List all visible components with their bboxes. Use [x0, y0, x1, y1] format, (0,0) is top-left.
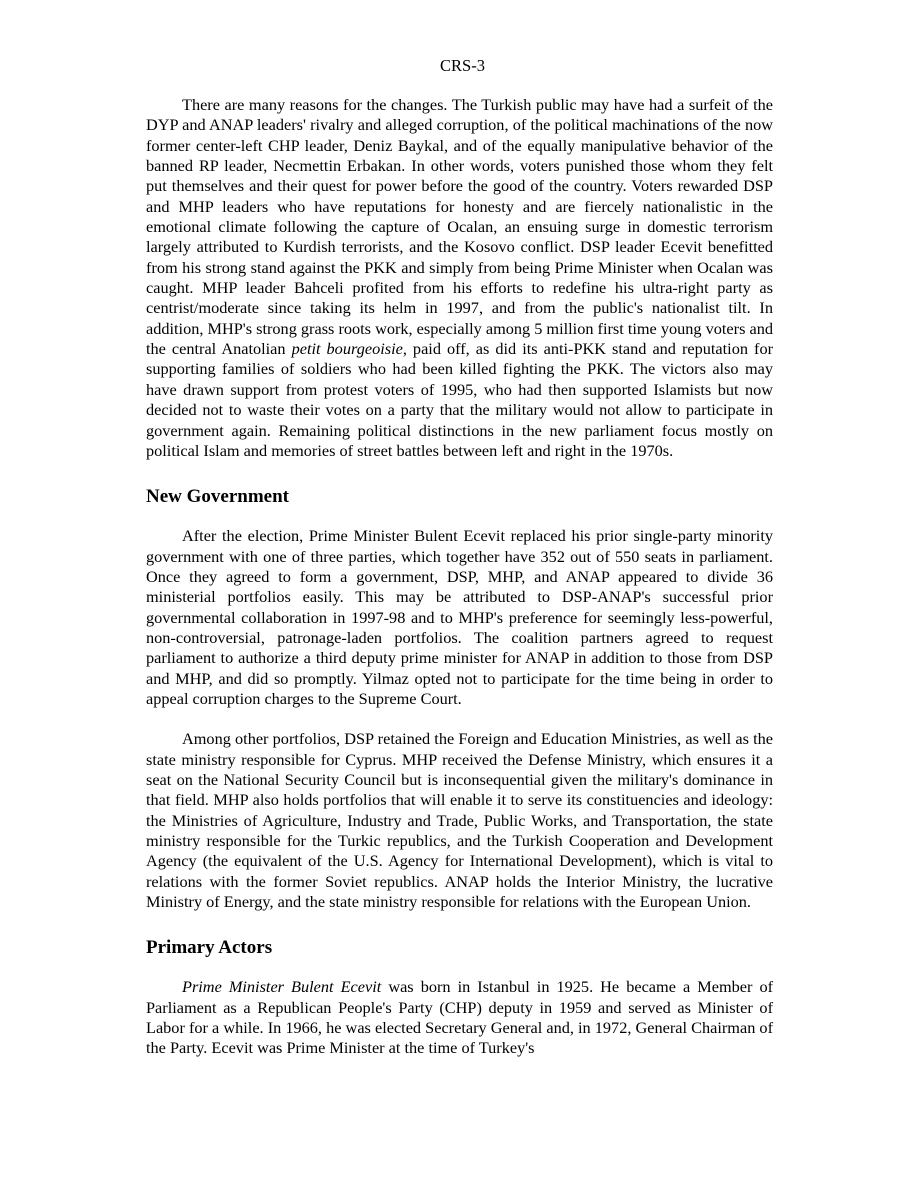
primary-actors-paragraph	[146, 977, 773, 1058]
intro-paragraph-text: There are many reasons for the changes. The Turkish public may have had a surfeit of the DYP and ANAP leaders' rivalry and alleged corruption, of the political machinations of the now former center-left CHP leader, Deniz Baykal, and of the equally manipulative behavior of the banned RP leader, Necmettin Erbakan. In other words, voters punished those whom they felt put themselves and their quest for power before the good of the country. Voters rewarded DSP and MHP leaders who have reputations for honesty and are fiercely nationalistic in the emotional climate following the capture of Ocalan, an ensuing surge in domestic terrorism largely attributed to Kurdish terrorists, and the Kosovo conflict. DSP leader Ecevit benefitted from his strong stand against the PKK and simply from being Prime Minister when Ocalan was caught. MHP leader Bahceli profited from his efforts to redefine his ultra-right party as centrist/moderate since taking its helm in 1997, and from the public's nationalist tilt. In addition, MHP's strong grass roots work, especially among 5 million first time young voters and the central Anatolian	[146, 95, 773, 359]
new-government-paragraph-2: Among other portfolios, DSP retained the Foreign and Education Ministries, as well as the state ministry responsible for Cyprus. MHP received the Defense Ministry, which ensures it a seat on the National Security Council but is inconsequential given the military's dominance in that field. MHP also holds portfolios that will enable it to serve its constituencies and ideology: the Ministries of Agriculture, Industry and Trade, Public Works, and Transportation, the state ministry responsible for the Turkic republics, and the Turkish Cooperation and Development Agency (the equivalent of the U.S. Agency for International Development), which is vital to relations with the former Soviet republics. ANAP holds the Interior Ministry, the lucrative Ministry of Energy, and the state ministry responsible for relations with the European Union.	[146, 729, 773, 912]
section-heading-primary-actors: Primary Actors	[146, 937, 273, 959]
new-government-paragraph-1: After the election, Prime Minister Bulent Ecevit replaced his prior single-party minority government with one of three parties, which together have 352 out of 550 seats in parliament. Once they agreed to form a government, DSP, MHP, and ANAP appeared to divide 36 ministerial portfolios easily. This may be attributed to DSP-ANAP's successful prior governmental collaboration in 1997-98 and to MHP's preference for seemingly less-powerful, non-controversial, patronage-laden portfolios. The coalition partners agreed to request parliament to authorize a third deputy prime minister for ANAP in addition to those from DSP and MHP, and did so promptly. Yilmaz opted not to participate for the time being in order to appeal corruption charges to the Supreme Court.	[146, 526, 773, 708]
document-page	[146, 56, 773, 1059]
intro-paragraph-text-end: , paid off, as did its anti-PKK stand and reputation for supporting families of soldiers who had been killed fighting the PKK. The victors also may have drawn support from protest voters of 1995, who had then supported Islamists but now decided not to waste their votes on a party that the military would not allow to participate in government again. Remaining political distinctions in the new parliament focus mostly on political Islam and memories of street battles between left and right in the 1970s.	[146, 339, 774, 460]
primary-actors-name-italic: Prime Minister Bulent Ecevit	[182, 977, 382, 997]
intro-paragraph	[146, 95, 773, 461]
section-heading-new-government: New Government	[146, 486, 289, 508]
primary-actors-paragraph-text: was born in Istanbul in 1925. He became a Member of Parliament as a Republican People's Party (CHP) deputy in 1959 and served as Minister of Labor for a while. In 1966, he was elected Secretary General and, in 1972, General Chairman of the Party. Ecevit was Prime Minister at the time of Turkey's	[146, 977, 774, 1058]
page-header: CRS-3	[440, 56, 485, 75]
intro-paragraph-italic: petit bourgeoisie	[291, 339, 403, 359]
